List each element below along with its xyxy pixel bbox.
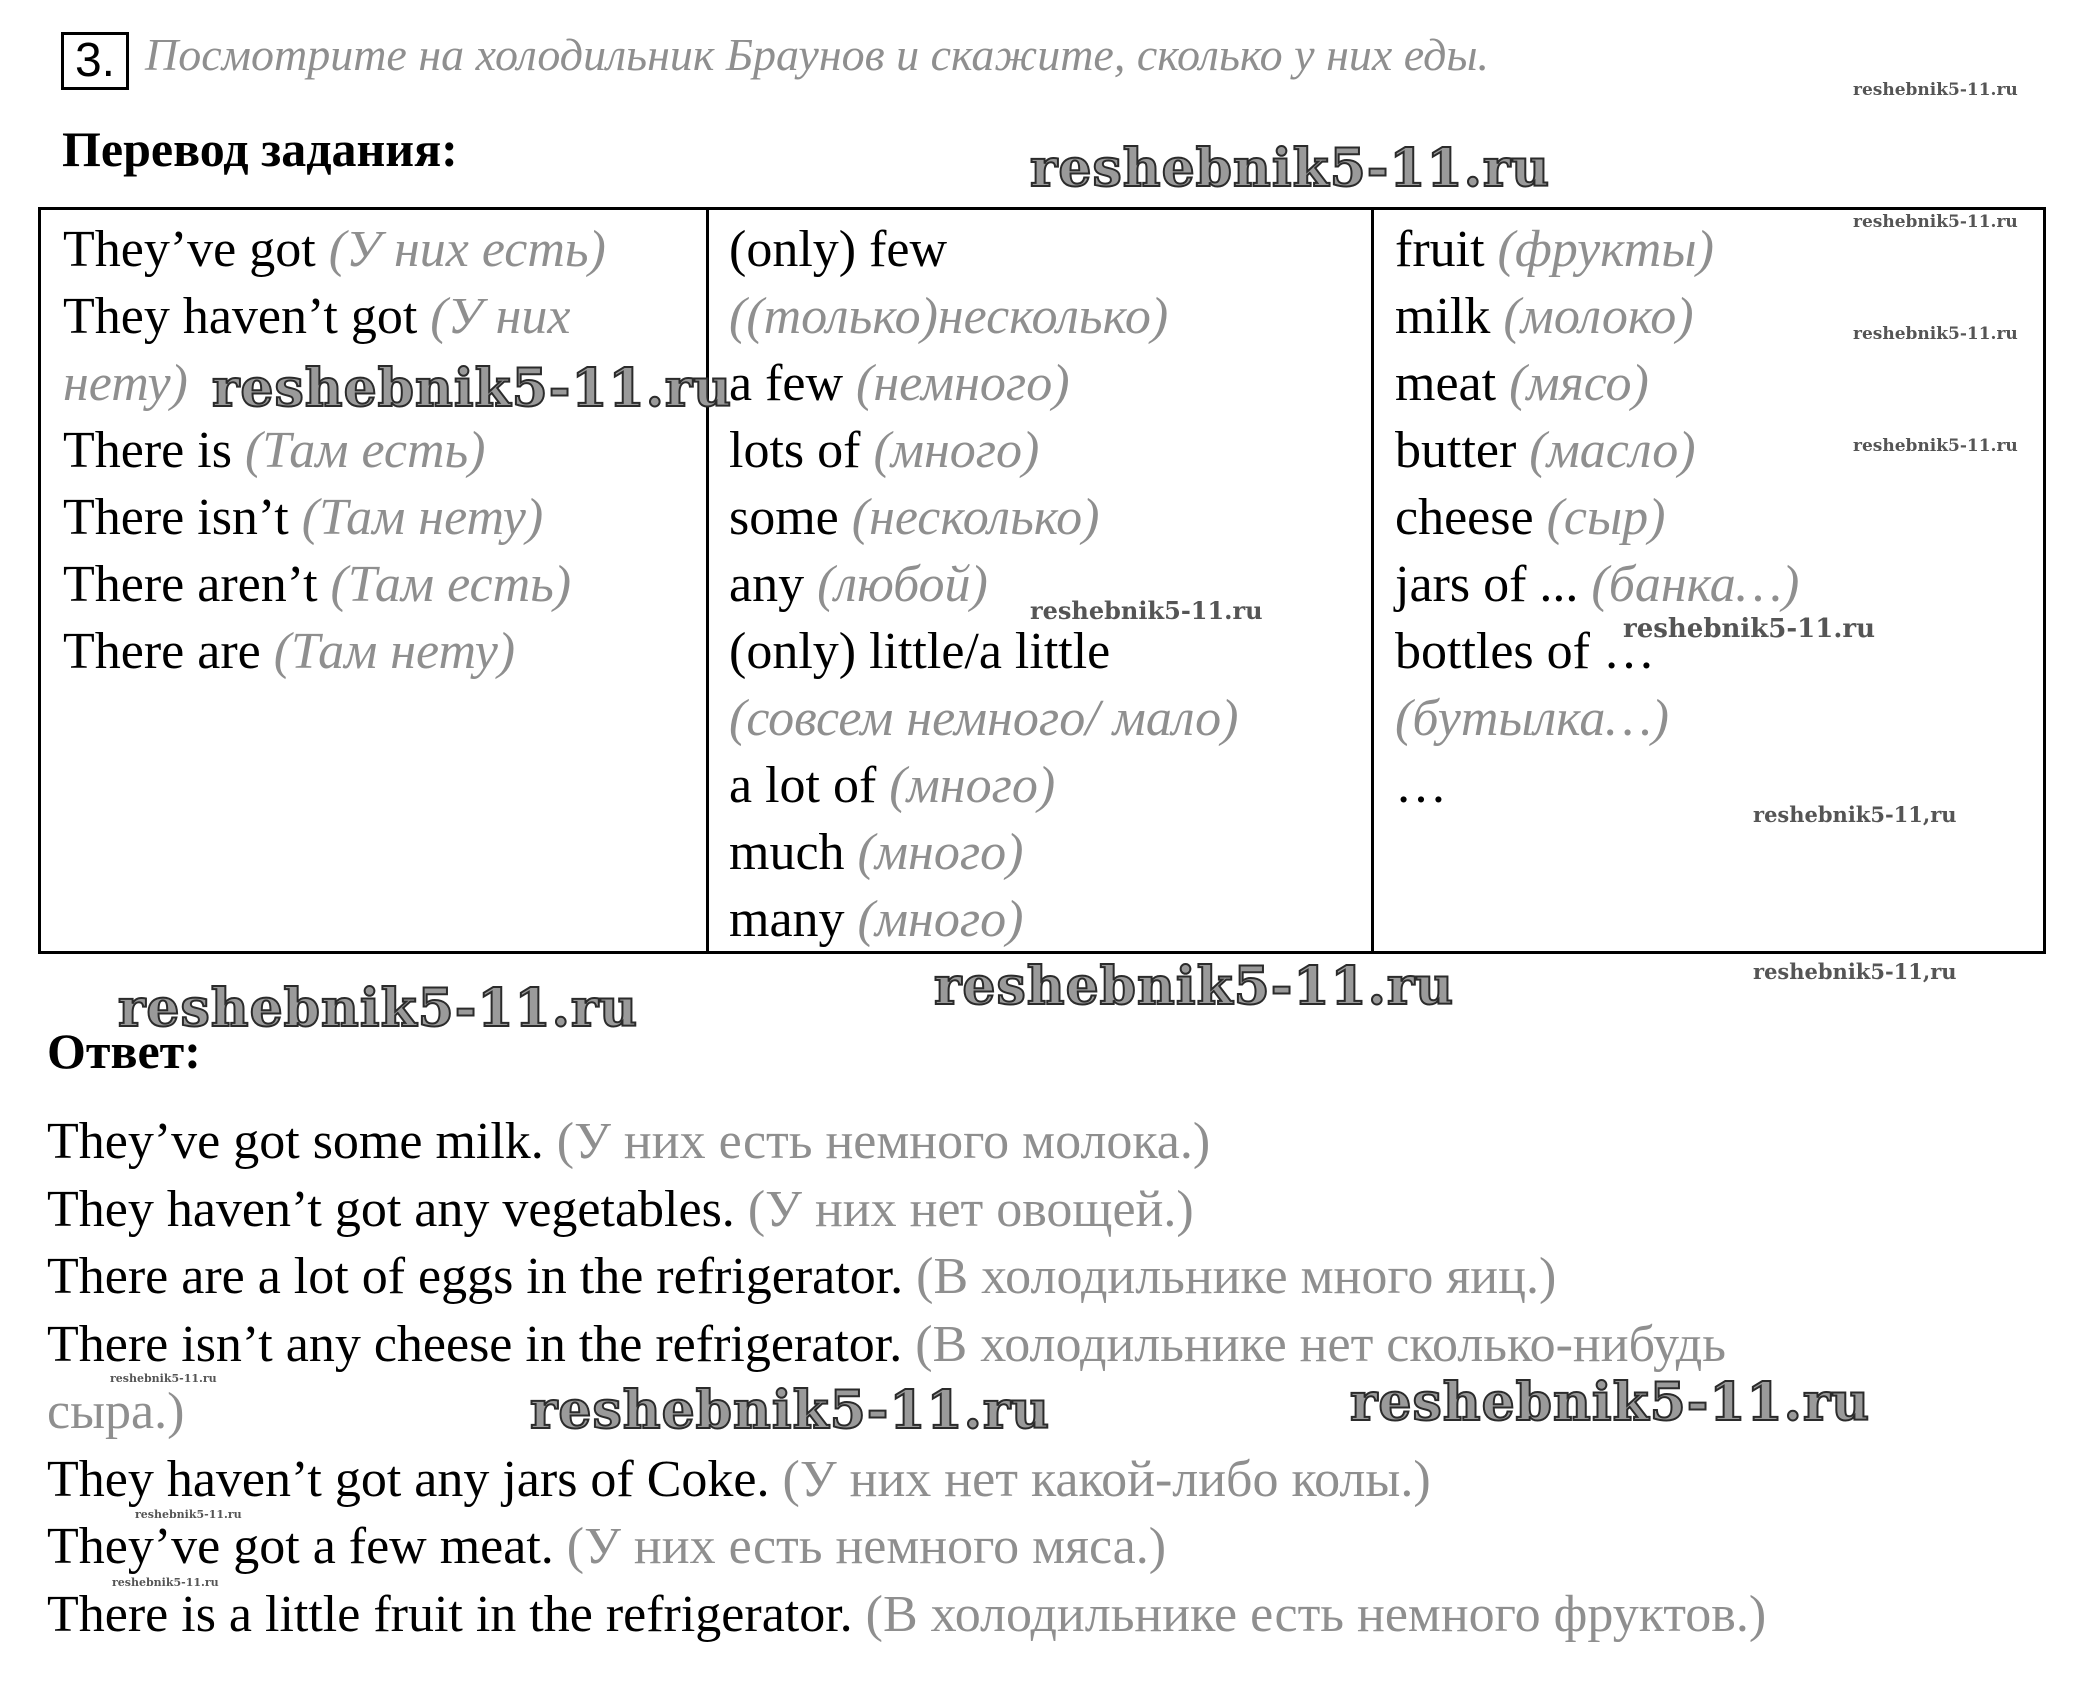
vocabulary-table [38,207,2046,954]
phrase-ru: (много) [857,891,1024,948]
phrase-ru: (У них [430,288,571,345]
watermark: reshebnik5-11.ru [1853,80,2018,100]
phrase-ru: (масло) [1529,422,1696,479]
watermark: reshebnik5-11.ru [110,1372,217,1385]
phrase-en: meat [1395,355,1497,412]
phrase-ru: (много) [857,824,1024,881]
answer-en: They’ve got a few meat. [47,1518,554,1575]
table-row [1395,484,1799,551]
watermark: reshebnik5-11.ru [212,358,733,419]
phrase-en: There isn’t [63,489,289,546]
phrase-en: much [729,824,845,881]
answer-ru: (В холодильнике есть немного фруктов.) [865,1585,1767,1643]
phrase-en: many [729,891,845,948]
answer-en: There are a lot of eggs in the refrigerator. [47,1248,904,1305]
watermark: reshebnik5-11.ru [1853,324,2018,344]
phrase-ru: (любой) [817,556,988,613]
phrase-ru: (немного) [856,355,1070,412]
column-divider [706,210,709,951]
table-row [1395,551,1799,618]
phrase-en: There are [63,623,261,680]
table-row [1395,417,1799,484]
answer-ru: (В холодильнике много яиц.) [916,1248,1557,1305]
phrase-en: a few [729,355,844,412]
answer-line [47,1108,1766,1176]
phrase-en: some [729,489,839,546]
table-row [63,283,606,350]
table-row [729,819,1238,886]
answer-ru: (У них есть немного мяса.) [566,1518,1167,1575]
table-row [1395,216,1799,283]
phrase-en: … [1395,757,1447,814]
table-row [729,886,1238,953]
watermark: reshebnik5-11.ru [530,1380,1051,1441]
watermark: reshebnik5-11.ru [1853,436,2018,456]
task-instruction: Посмотрите на холодильник Браунов и скажите, сколько у них еды. [145,29,1489,80]
table-row [729,283,1238,350]
phrase-en: They’ve got [63,221,316,278]
table-column-subjects [63,216,606,685]
task-number: 3. [61,32,129,90]
answer-line [47,1581,1766,1649]
phrase-ru: ((только)несколько) [729,288,1169,345]
table-row [63,551,606,618]
phrase-en: They haven’t got [63,288,418,345]
phrase-ru: (молоко) [1503,288,1694,345]
answer-en: They’ve got some milk. [47,1113,544,1170]
table-row [63,216,606,283]
watermark: reshebnik5-11.ru [934,956,1455,1017]
table-row [1395,685,1799,752]
watermark: reshebnik5-11,ru [1753,959,1957,984]
table-row [729,752,1238,819]
table-row [729,685,1238,752]
table-row [729,618,1238,685]
watermark: reshebnik5-11.ru [135,1508,242,1521]
table-row [63,484,606,551]
phrase-en: butter [1395,422,1517,479]
answer-ru: (У них нет овощей.) [747,1180,1194,1238]
table-column-quantifiers [729,216,1238,953]
watermark: reshebnik5-11.ru [118,978,639,1039]
watermark: reshebnik5-11.ru [1350,1372,1871,1433]
answer-line [47,1446,1766,1514]
phrase-ru: (бутылка…) [1395,690,1669,747]
watermark: reshebnik5-11.ru [112,1576,219,1589]
phrase-ru: (сыр) [1546,489,1666,546]
answer-line [47,1176,1766,1244]
phrase-ru: (много) [873,422,1040,479]
answer-en: They haven’t got any jars of Coke. [47,1450,770,1508]
answer-heading: Ответ: [47,1023,201,1079]
phrase-ru: (совсем немного/ мало) [729,690,1239,747]
phrase-en: fruit [1395,221,1485,278]
table-row [1395,752,1799,819]
phrase-en: There is [63,422,232,479]
table-row [729,484,1238,551]
watermark: reshebnik5-11,ru [1753,802,1957,827]
table-row [63,618,606,685]
table-row [63,417,606,484]
answer-en: There isn’t any cheese in the refrigerator. [47,1315,903,1373]
answer-en: There is a little fruit in the refrigerator. [47,1585,853,1643]
answer-line [47,1243,1766,1311]
phrase-en: cheese [1395,489,1534,546]
answer-ru: сыра.) [47,1383,185,1440]
table-row [1395,350,1799,417]
phrase-en: There aren’t [63,556,318,613]
phrase-en: jars of ... [1395,556,1579,613]
table-column-food [1395,216,1799,819]
phrase-en: a lot of [729,757,877,814]
answer-en: They haven’t got any vegetables. [47,1180,735,1238]
phrase-en: (only) little/a little [729,623,1111,680]
phrase-ru: (фрукты) [1497,221,1714,278]
phrase-ru: (Там нету) [273,623,516,680]
answer-ru: (У них нет какой-либо колы.) [782,1450,1431,1508]
phrase-ru: (банка…) [1591,556,1800,613]
table-row [729,417,1238,484]
phrase-ru: (несколько) [851,489,1100,546]
watermark: reshebnik5-11.ru [1853,212,2018,232]
phrase-en: (only) few [729,221,948,278]
translation-heading: Перевод задания: [62,121,458,177]
phrase-en: lots of [729,422,861,479]
watermark: reshebnik5-11.ru [1623,614,1876,644]
phrase-ru: (У них есть) [328,221,606,278]
phrase-en: bottles of … [1395,623,1655,680]
phrase-ru: (Там есть) [330,556,572,613]
watermark: reshebnik5-11.ru [1030,596,1263,625]
answer-line [47,1513,1766,1581]
phrase-ru: (Там нету) [301,489,544,546]
answer-ru: (В холодильнике нет сколько-нибудь [915,1315,1726,1373]
phrase-en: any [729,556,805,613]
table-row [1395,283,1799,350]
phrase-ru: (мясо) [1509,355,1649,412]
phrase-en: milk [1395,288,1491,345]
phrase-ru: нету) [63,355,188,412]
answer-line [47,1311,1766,1379]
answer-ru: (У них есть немного молока.) [556,1113,1211,1170]
column-divider [1371,210,1374,951]
phrase-ru: (Там есть) [244,422,486,479]
table-row [729,216,1238,283]
watermark: reshebnik5-11.ru [1030,138,1551,199]
phrase-ru: (много) [889,757,1056,814]
table-row [729,350,1238,417]
